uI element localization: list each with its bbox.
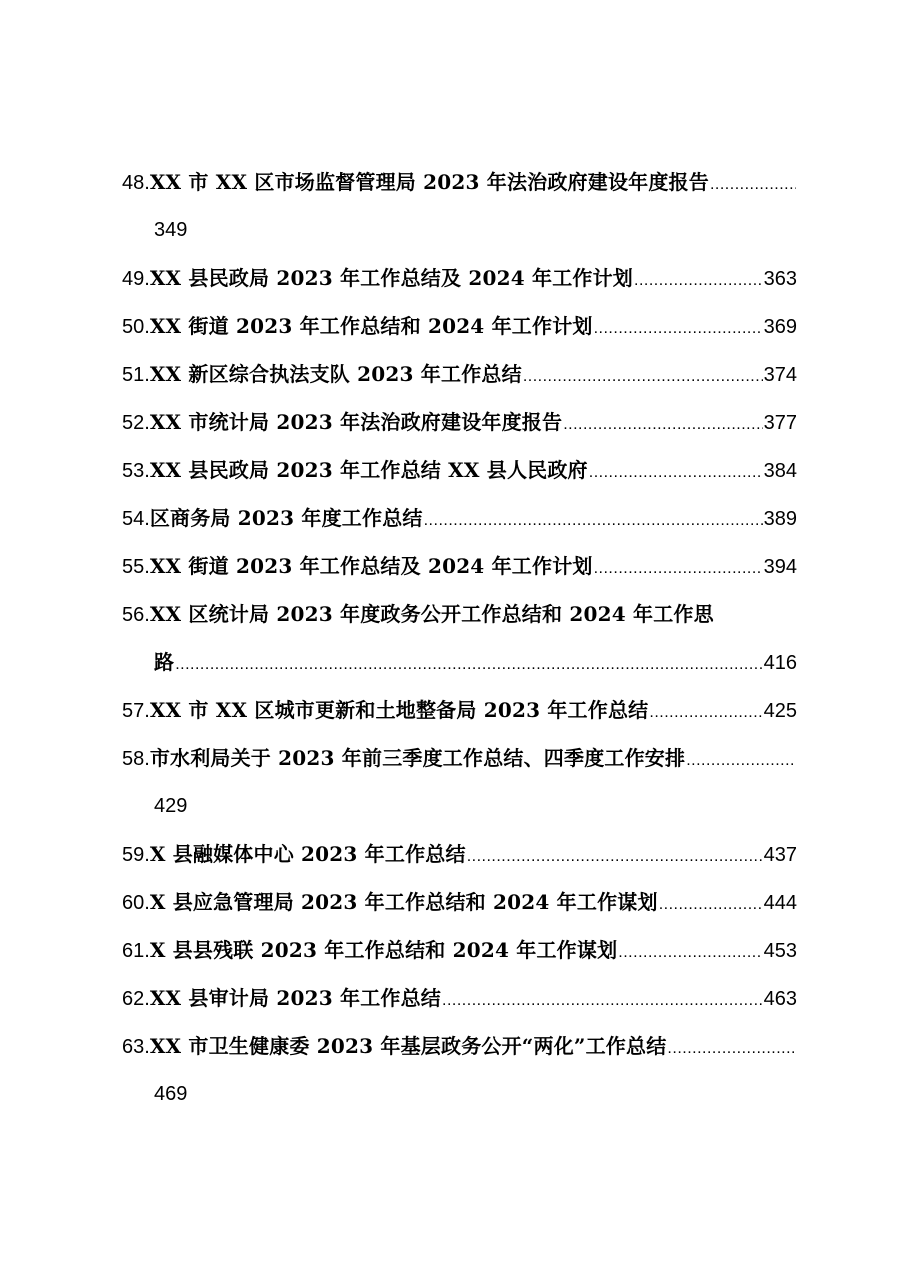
entry-title: XX 市 XX 区市场监督管理局 2023 年法治政府建设年度报告	[149, 170, 709, 194]
entry-number: 62.	[122, 988, 150, 1010]
entry-title: XX 街道 2023 年工作总结和 2024 年工作计划	[149, 314, 593, 338]
entry-page-number: 437	[763, 844, 797, 866]
dot-leader	[659, 881, 763, 929]
entry-number: 58.	[122, 748, 150, 770]
entry-number: 63.	[122, 1036, 150, 1058]
entry-number: 51.	[122, 364, 150, 386]
entry-number: 53.	[122, 460, 150, 482]
entry-number: 49.	[122, 268, 150, 290]
entry-title: XX 市统计局 2023 年法治政府建设年度报告	[149, 410, 563, 434]
entry-title: 市水利局关于 2023 年前三季度工作总结、四季度工作安排	[149, 746, 686, 770]
dot-leader	[667, 1025, 796, 1073]
dot-leader	[523, 353, 763, 401]
entry-page-number: 453	[763, 940, 797, 962]
entry-page-number: 363	[763, 268, 797, 290]
dot-leader	[649, 689, 762, 737]
toc-entry[interactable]	[122, 590, 797, 686]
toc-entry[interactable]	[122, 974, 797, 1022]
entry-title: X 县融媒体中心 2023 年工作总结	[149, 842, 466, 866]
entry-title: XX 县民政局 2023 年工作总结及 2024 年工作计划	[149, 266, 633, 290]
entry-page-number: 416	[763, 652, 797, 674]
entry-title: X 县应急管理局 2023 年工作总结和 2024 年工作谋划	[149, 890, 658, 914]
toc-entry[interactable]	[122, 350, 797, 398]
entry-title: XX 县民政局 2023 年工作总结 XX 县人民政府	[149, 458, 588, 482]
dot-leader	[634, 257, 763, 305]
entry-number: 52.	[122, 412, 150, 434]
toc-entry[interactable]	[122, 302, 797, 350]
toc-entry[interactable]	[122, 830, 797, 878]
entry-number: 57.	[122, 700, 150, 722]
dot-leader	[175, 641, 762, 689]
entry-title: XX 市 XX 区城市更新和土地整备局 2023 年工作总结	[149, 698, 649, 722]
entry-page-number: 463	[763, 988, 797, 1010]
entry-title: XX 县审计局 2023 年工作总结	[149, 986, 442, 1010]
toc-entry[interactable]	[122, 446, 797, 494]
entry-page-number: 369	[763, 316, 797, 338]
dot-leader	[589, 449, 763, 497]
entry-title: XX 街道 2023 年工作总结及 2024 年工作计划	[149, 554, 593, 578]
dot-leader	[710, 161, 796, 209]
entry-title: XX 新区综合执法支队 2023 年工作总结	[149, 362, 522, 386]
entry-number: 55.	[122, 556, 150, 578]
entry-number: 60.	[122, 892, 150, 914]
toc-entry[interactable]	[122, 734, 797, 830]
entry-number: 56.	[122, 604, 150, 626]
entry-title-continued: 路	[154, 650, 175, 674]
entry-title: XX 区统计局 2023 年度政务公开工作总结和 2024 年工作思	[149, 602, 714, 626]
toc-entry[interactable]	[122, 494, 797, 542]
entry-page-number: 425	[763, 700, 797, 722]
toc-entry[interactable]	[122, 158, 797, 254]
entry-page-number: 384	[763, 460, 797, 482]
dot-leader	[442, 977, 763, 1025]
entry-page-number: 429	[154, 795, 188, 817]
entry-page-number: 349	[154, 219, 188, 241]
toc-entry[interactable]	[122, 878, 797, 926]
entry-number: 48.	[122, 172, 150, 194]
entry-number: 59.	[122, 844, 150, 866]
entry-page-number: 444	[763, 892, 797, 914]
toc-entry[interactable]	[122, 398, 797, 446]
entry-page-number: 374	[763, 364, 797, 386]
entry-page-number: 389	[763, 508, 797, 530]
entry-title: X 县县残联 2023 年工作总结和 2024 年工作谋划	[149, 938, 618, 962]
dot-leader	[594, 305, 763, 353]
entry-title: 区商务局 2023 年度工作总结	[149, 506, 423, 530]
dot-leader	[424, 497, 763, 545]
toc-entry[interactable]	[122, 686, 797, 734]
dot-leader	[467, 833, 763, 881]
entry-title: XX 市卫生健康委 2023 年基层政务公开“两化”工作总结	[149, 1034, 667, 1058]
toc-entry[interactable]	[122, 1022, 797, 1118]
dot-leader	[563, 401, 762, 449]
entry-number: 50.	[122, 316, 150, 338]
dot-leader	[686, 737, 796, 785]
entry-page-number: 394	[763, 556, 797, 578]
table-of-contents	[122, 158, 797, 1118]
dot-leader	[594, 545, 763, 593]
entry-number: 61.	[122, 940, 150, 962]
entry-number: 54.	[122, 508, 150, 530]
toc-entry[interactable]	[122, 926, 797, 974]
toc-entry[interactable]	[122, 254, 797, 302]
entry-page-number: 469	[154, 1083, 188, 1105]
dot-leader	[618, 929, 762, 977]
entry-page-number: 377	[763, 412, 797, 434]
toc-entry[interactable]	[122, 542, 797, 590]
